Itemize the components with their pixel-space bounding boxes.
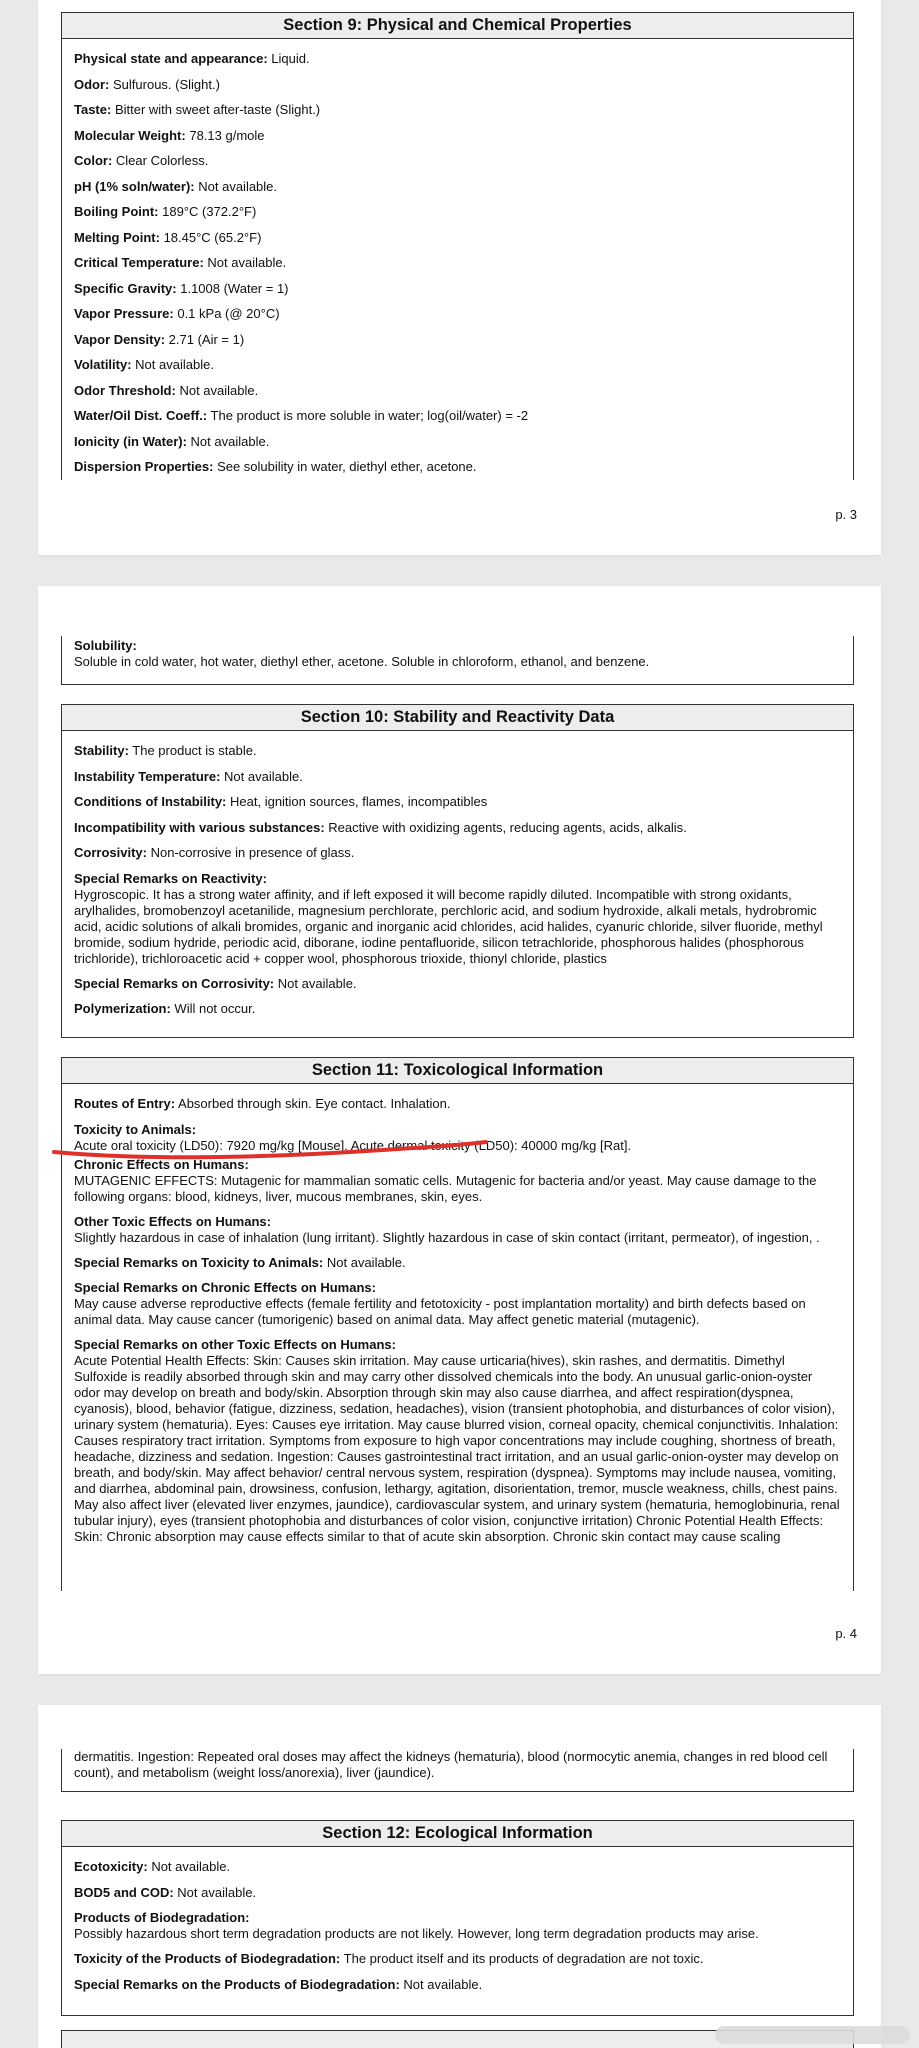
field-value: The product is stable. — [132, 743, 257, 758]
field-label: Special Remarks on Toxicity to Animals: — [74, 1254, 324, 1270]
field-text: May cause adverse reproductive effects (female fertility and fetotoxicity - post implantation mortality) and birth defects based on animal data. May cause cancer (tumorigenic) based on animal data. May affect genetic material (mutagenic). — [74, 1296, 806, 1327]
field-label: Ecotoxicity: — [74, 1859, 148, 1874]
field-text: MUTAGENIC EFFECTS: Mutagenic for mammalian somatic cells. Mutagenic for bacteria and/or yeast. May cause damage to the following organs: blood, kidneys, liver, mucous membranes, skin, eyes. — [74, 1172, 817, 1204]
field-value: Not available. — [151, 1859, 231, 1874]
polymerization-row — [74, 1001, 841, 1017]
field-label: Special Remarks on other Toxic Effects on Humans: — [74, 1337, 396, 1352]
solubility-box — [61, 636, 854, 685]
property-row — [74, 51, 841, 67]
property-row — [74, 357, 841, 373]
field-label: Polymerization: — [74, 1001, 171, 1016]
field-text: Acute oral toxicity (LD50): 7920 mg/kg [Mouse]. Acute dermal toxicity (LD50): 40000 mg/kg [Rat]. — [74, 1137, 632, 1153]
routes-row — [74, 1096, 841, 1112]
property-row — [74, 332, 841, 348]
field-value: Non-corrosive in presence of glass. — [150, 845, 355, 860]
field-value: Heat, ignition sources, flames, incompatibles — [230, 794, 488, 809]
page-number: p. 3 — [835, 507, 857, 522]
other-toxic-block — [74, 1214, 841, 1246]
property-row — [74, 434, 841, 450]
property-label: Vapor Density: — [74, 331, 166, 347]
property-label: Taste: — [74, 102, 112, 117]
property-label: Critical Temperature: — [74, 255, 204, 270]
incompatibility-row — [74, 820, 841, 836]
property-value: 0.1 kPa (@ 20°C) — [177, 306, 280, 321]
section-10-content — [62, 731, 853, 1017]
remarks-other-block — [74, 1337, 841, 1545]
property-value: Not available. — [190, 433, 270, 449]
field-text: Acute Potential Health Effects: Skin: Causes skin irritation. May cause urticaria(hives), skin rashes, and dermatitis. Dimethyl Sulfoxide is readily absorbed through skin and may carry other dissolved chemicals into the body. An unusual garlic-onion-oyster odor may develop on breath and body/skin. Absorption through skin may also cause diarrhea, and affect respiration(dyspnea, cyanosis), blood, behavior (fatigue, dizziness, sedation, headaches), vision (transient photophobia, and disturbances of color vision), urinary system (hematuria). Eyes: Causes eye irritation. May cause blurred vision, corneal opacity, chemical conjunctivitis. Inhalation: Causes respiratory tract irritation. Symptoms from exposure to high vapor concentrations may include coughing, shortness of breath, headache, dizziness and sedation. Ingestion: Causes gastrointestinal tract irritation, and an usual garlic-onion-oyster may develop on breath, and body/skin. May affect behavior/ central nervous system, respiration (dyspnea). Symptoms may include nausea, vomiting, and diarrhea, abdominal pain, drowsiness, confusion, lethargy, agitation, disorientation, tremor, muscle weakness, chills, chest pains. May also affect liver (elevated liver enzymes, jaundice), cardiovascular system, and urinary system (hematuria, hemoglobinuria, renal tubular injury), eyes (transient photophobia and disturbances of color vision, conjunctive irritation) Chronic Potential Health Effects: Skin: Chronic absorption may cause effects similar to that of acute skin absorption. Chronic skin contact may cause scaling — [74, 1353, 840, 1544]
solubility-label: Solubility: — [74, 638, 137, 653]
property-label: Odor Threshold: — [74, 382, 176, 398]
property-row — [74, 77, 841, 93]
property-value: 1.1008 (Water = 1) — [180, 280, 289, 296]
field-label: Special Remarks on Corrosivity: — [74, 975, 275, 991]
property-value: The product is more soluble in water; log(oil/water) = -2 — [210, 408, 529, 423]
section-10-title: Section 10: Stability and Reactivity Data — [62, 705, 853, 731]
property-row — [74, 255, 841, 271]
field-text: Hygroscopic. It has a strong water affinity, and if left exposed it will become rapidly diluted. Incompatible with strong oxidants, arylhalides, bromobenzoyl acetanilide, magnesium perchlorate, perchloric acid, and sodium hydroxide, alkali metals, hydrobromic acid, acidic solutions of alkali bromides, organic and inorganic acid chlorides, acid halides, cyanuric chloride, silver fluoride, methyl bromide, sodium hydride, periodic acid, diborane, iodine pentafluoride, silicon tetrachloride, phosphorous halides (phosphorous trichloride), trichloroacetic acid + copper wool, phosphorous trioxide, thionyl chloride, plastics — [74, 886, 823, 966]
property-value: See solubility in water, diethyl ether, acetone. — [217, 459, 477, 474]
property-value: Not available. — [207, 255, 287, 270]
scroll-indicator[interactable] — [715, 2026, 910, 2044]
field-label: Special Remarks on Reactivity: — [74, 870, 267, 886]
property-value: 189°C (372.2°F) — [162, 204, 257, 219]
property-label: Volatility: — [74, 357, 132, 372]
property-label: Vapor Pressure: — [74, 306, 174, 321]
property-row — [74, 179, 841, 195]
property-label: Ionicity (in Water): — [74, 433, 187, 449]
property-label: Melting Point: — [74, 229, 160, 245]
property-label: pH (1% soln/water): — [74, 178, 195, 194]
remarks-products-row — [74, 1977, 841, 1993]
remarks-corrosivity-row — [74, 976, 841, 992]
instability-temp-row — [74, 769, 841, 785]
property-label: Color: — [74, 153, 113, 168]
field-label: Conditions of Instability: — [74, 794, 227, 809]
ecotoxicity-row — [74, 1859, 841, 1875]
property-row — [74, 281, 841, 297]
field-value: Not available. — [403, 1976, 483, 1992]
property-label: Boiling Point: — [74, 204, 159, 219]
property-row — [74, 408, 841, 424]
field-text: Possibly hazardous short term degradation products are not likely. However, long term degradation products may arise. — [74, 1926, 759, 1941]
field-label: Incompatibility with various substances: — [74, 819, 325, 835]
section-9-title: Section 9: Physical and Chemical Properties — [62, 13, 853, 39]
field-value: Absorbed through skin. Eye contact. Inhalation. — [178, 1096, 451, 1111]
field-label: Products of Biodegradation: — [74, 1910, 250, 1925]
property-label: Molecular Weight: — [74, 127, 186, 143]
bod5-row — [74, 1885, 841, 1901]
section-11-content — [62, 1084, 853, 1545]
solubility-block — [74, 638, 841, 670]
property-row — [74, 306, 841, 322]
tox-animals-block — [74, 1122, 841, 1154]
field-value: Reactive with oxidizing agents, reducing agents, acids, alkalis. — [328, 819, 687, 835]
field-label: Stability: — [74, 743, 129, 758]
chronic-block — [74, 1157, 841, 1205]
field-label: Instability Temperature: — [74, 768, 221, 784]
property-label: Physical state and appearance: — [74, 51, 268, 66]
property-value: Not available. — [179, 382, 259, 398]
section-10-box — [61, 704, 854, 1038]
section-11-box — [61, 1057, 854, 1591]
field-label: Chronic Effects on Humans: — [74, 1156, 249, 1172]
section-12-content — [62, 1847, 853, 1993]
document-page-4 — [38, 586, 881, 1674]
property-row — [74, 153, 841, 169]
continuation-text: dermatitis. Ingestion: Repeated oral doses may affect the kidneys (hematuria), blood (normocytic anemia, changes in red blood cell count), and metabolism (weight loss/anorexia), liver (jaundice). — [74, 1749, 828, 1780]
section-9-box — [61, 12, 854, 480]
property-value: Sulfurous. (Slight.) — [113, 76, 220, 92]
property-value: Bitter with sweet after-taste (Slight.) — [114, 102, 321, 117]
property-value: Clear Colorless. — [115, 153, 209, 168]
property-row — [74, 204, 841, 220]
property-row — [74, 128, 841, 144]
remarks-tox-animals-row — [74, 1255, 841, 1271]
property-label: Specific Gravity: — [74, 280, 177, 296]
document-page-5 — [38, 1705, 881, 2048]
property-label: Dispersion Properties: — [74, 459, 214, 474]
page-number: p. 4 — [835, 1626, 857, 1641]
property-value: 78.13 g/mole — [189, 127, 265, 143]
property-row — [74, 383, 841, 399]
property-label: Odor: — [74, 76, 110, 92]
solubility-text: Soluble in cold water, hot water, diethyl ether, acetone. Soluble in chloroform, ethanol, and benzene. — [74, 654, 650, 669]
document-page-3 — [38, 0, 881, 555]
remarks-chronic-block — [74, 1280, 841, 1328]
property-row — [74, 459, 841, 475]
field-value: The product itself and its products of degradation are not toxic. — [343, 1951, 704, 1966]
property-value: Not available. — [198, 178, 278, 194]
field-label: Special Remarks on the Products of Biodegradation: — [74, 1976, 400, 1992]
section-12-box — [61, 1820, 854, 2016]
stability-row — [74, 743, 841, 759]
property-value: Liquid. — [271, 51, 310, 66]
property-row — [74, 102, 841, 118]
continuation-box — [61, 1749, 854, 1792]
field-value: Not available. — [326, 1254, 406, 1270]
property-value: 2.71 (Air = 1) — [168, 331, 245, 347]
conditions-row — [74, 794, 841, 810]
corrosivity-row — [74, 845, 841, 861]
property-value: 18.45°C (65.2°F) — [163, 229, 262, 245]
remarks-reactivity-block — [74, 871, 841, 967]
field-value: Not available. — [277, 975, 357, 991]
field-value: Not available. — [224, 768, 303, 784]
section-12-title: Section 12: Ecological Information — [62, 1821, 853, 1847]
field-value: Not available. — [177, 1884, 257, 1900]
field-label: Other Toxic Effects on Humans: — [74, 1213, 271, 1229]
property-row — [74, 230, 841, 246]
section-9-content — [62, 39, 853, 475]
biodeg-block — [74, 1910, 841, 1942]
field-label: Special Remarks on Chronic Effects on Humans: — [74, 1280, 376, 1295]
field-label: Corrosivity: — [74, 845, 147, 860]
field-label: Toxicity of the Products of Biodegradation: — [74, 1951, 341, 1966]
section-11-title: Section 11: Toxicological Information — [62, 1058, 853, 1084]
field-text: Slightly hazardous in case of inhalation (lung irritant). Slightly hazardous in case of skin contact (irritant, permeator), of ingestion, . — [74, 1229, 820, 1245]
field-value: Will not occur. — [174, 1001, 256, 1016]
field-label: Toxicity to Animals: — [74, 1121, 197, 1137]
tox-products-row — [74, 1951, 841, 1967]
field-label: Routes of Entry: — [74, 1096, 176, 1111]
property-label: Water/Oil Dist. Coeff.: — [74, 408, 208, 423]
property-value: Not available. — [135, 357, 214, 372]
field-label: BOD5 and COD: — [74, 1884, 174, 1900]
